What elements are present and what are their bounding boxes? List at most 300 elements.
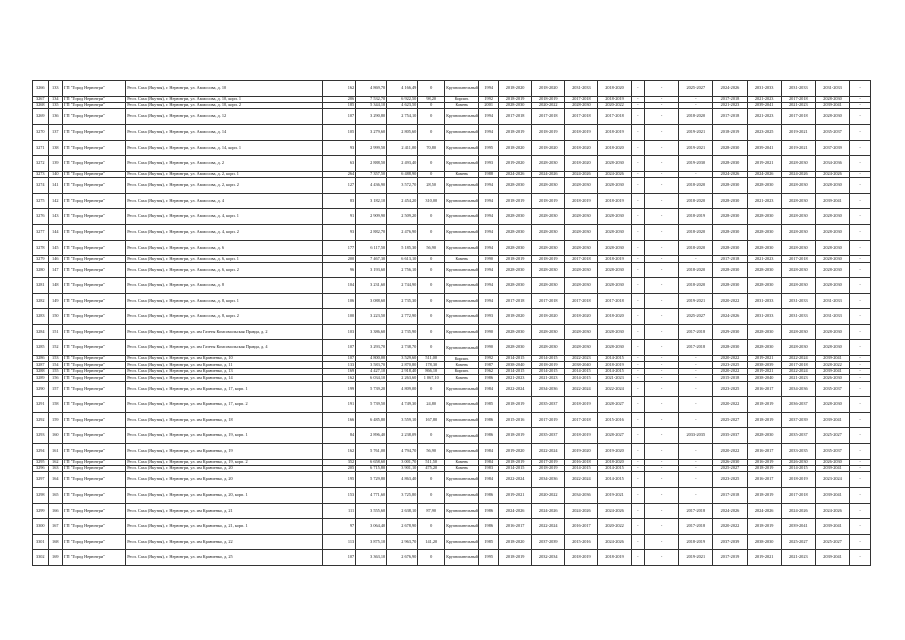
- cell-period-9: 2039-2041: [781, 519, 815, 535]
- cell-period-7: 2028-2030: [713, 193, 747, 209]
- cell-period-3: 2017-2018: [565, 293, 598, 309]
- cell-wall-material: Крупнопанельный: [445, 193, 479, 209]
- cell-period-10: 2039-2041: [815, 550, 849, 566]
- table-row: [33, 262, 871, 278]
- cell-dash-2: -: [850, 102, 871, 108]
- cell-period-2: 2028-2030: [532, 262, 565, 278]
- cell-total-area: 3 182,10: [356, 193, 387, 209]
- cell-item-number: 149: [48, 293, 63, 309]
- cell-period-2: 2028-2030: [532, 240, 565, 256]
- cell-apartments: 169: [323, 368, 356, 374]
- cell-item-number: 159: [48, 412, 63, 428]
- cell-wall-material: Крупнопанельный: [445, 278, 479, 294]
- cell-municipality: ГП "Город Нерюнгри": [63, 178, 126, 194]
- table-row: [33, 340, 871, 356]
- cell-period-2: 2035-2037: [532, 397, 565, 413]
- cell-period-6: 2018-2020: [679, 278, 713, 294]
- cell-period-8: 2031-2033: [747, 309, 781, 325]
- cell-municipality: ГП "Город Нерюнгри": [63, 109, 126, 125]
- cell-period-5: -: [645, 278, 679, 294]
- cell-period-5: -: [645, 472, 679, 488]
- cell-period-1: 2019-2020: [499, 444, 532, 460]
- cell-nonliving-area: 0: [418, 171, 445, 177]
- cell-row-number: 3293: [33, 428, 49, 444]
- cell-nonliving-area: 70,80: [418, 140, 445, 156]
- cell-living-area: 4 863,40: [387, 472, 418, 488]
- cell-period-7: 2017-2018: [713, 256, 747, 262]
- cell-period-5: -: [645, 356, 679, 362]
- cell-period-10: 2037-2039: [815, 140, 849, 156]
- cell-build-year: 1994: [479, 262, 499, 278]
- cell-dash-2: -: [850, 81, 871, 97]
- cell-living-area: 2 476,90: [387, 224, 418, 240]
- cell-period-5: -: [645, 412, 679, 428]
- cell-total-area: 3 193,60: [356, 262, 387, 278]
- cell-dash-2: -: [850, 459, 871, 465]
- cell-build-year: 1986: [479, 375, 499, 381]
- cell-row-number: 3284: [33, 324, 49, 340]
- cell-row-number: 3277: [33, 224, 49, 240]
- cell-period-1: 2021-2023: [499, 375, 532, 381]
- cell-period-5: -: [645, 550, 679, 566]
- table-row: [33, 381, 871, 397]
- cell-row-number: 3290: [33, 381, 49, 397]
- cell-period-7: 2020-2022: [713, 368, 747, 374]
- cell-period-10: 2028-2030: [815, 340, 849, 356]
- cell-period-10: 2026-2030: [815, 459, 849, 465]
- cell-period-10: 2039-2041: [815, 465, 849, 471]
- cell-wall-material: Камень: [445, 459, 479, 465]
- cell-period-6: 2019-2021: [679, 124, 713, 140]
- cell-period-5: -: [645, 178, 679, 194]
- cell-item-number: 152: [48, 340, 63, 356]
- cell-period-4: 2028-2030: [598, 240, 631, 256]
- cell-municipality: ГП "Город Нерюнгри": [63, 472, 126, 488]
- cell-period-1: 2018-2020: [499, 81, 532, 97]
- cell-period-4: 2028-2030: [598, 224, 631, 240]
- cell-period-3: 2018-2020: [565, 156, 598, 172]
- cell-period-6: -: [679, 368, 713, 374]
- cell-period-5: -: [645, 256, 679, 262]
- cell-nonliving-area: 167,80: [418, 412, 445, 428]
- cell-period-9: 2028-2030: [781, 324, 815, 340]
- cell-period-5: -: [645, 397, 679, 413]
- cell-build-year: 1986: [479, 412, 499, 428]
- cell-row-number: 3289: [33, 375, 49, 381]
- cell-build-year: 1983: [479, 465, 499, 471]
- cell-period-4: 2017-2018: [598, 293, 631, 309]
- cell-living-area: 2 805,60: [387, 124, 418, 140]
- cell-municipality: ГП "Город Нерюнгри": [63, 81, 126, 97]
- cell-municipality: ГП "Город Нерюнгри": [63, 444, 126, 460]
- cell-address: Респ. Саха (Якутия), г. Нерюнгри, ул. им Кравченко, д. 11: [126, 362, 323, 368]
- cell-dash-2: -: [850, 368, 871, 374]
- cell-dash-2: -: [850, 109, 871, 125]
- cell-build-year: 1992: [479, 356, 499, 362]
- cell-living-area: 3 529,60: [387, 356, 418, 362]
- cell-period-1: 2014-2015: [499, 356, 532, 362]
- cell-address: Респ. Саха (Якутия), г. Нерюнгри, ул. Аммосова, д. 4, корп. 2: [126, 224, 323, 240]
- cell-address: Респ. Саха (Якутия), г. Нерюнгри, ул. им Кравченко, д. 17, корп. 2: [126, 397, 323, 413]
- cell-municipality: ГП "Город Нерюнгри": [63, 293, 126, 309]
- cell-living-area: 2 738,70: [387, 340, 418, 356]
- cell-wall-material: Крупнопанельный: [445, 444, 479, 460]
- cell-period-6: 2018-2020: [679, 109, 713, 125]
- cell-item-number: 160: [48, 428, 63, 444]
- cell-dash-1: -: [631, 124, 644, 140]
- cell-row-number: 3286: [33, 356, 49, 362]
- cell-address: Респ. Саха (Якутия), г. Нерюнгри, ул. Аммосова, д. 14, корп. 1: [126, 140, 323, 156]
- cell-wall-material: Крупнопанельный: [445, 81, 479, 97]
- cell-address: Респ. Саха (Якутия), г. Нерюнгри, ул. Аммосова, д. 2, корп. 1: [126, 171, 323, 177]
- cell-period-8: 2018-2019: [747, 465, 781, 471]
- cell-period-7: 2037-2039: [713, 534, 747, 550]
- cell-dash-1: -: [631, 472, 644, 488]
- cell-nonliving-area: 0: [418, 109, 445, 125]
- cell-wall-material: Крупнопанельный: [445, 381, 479, 397]
- cell-row-number: 3300: [33, 519, 49, 535]
- cell-period-2: 2018-2019: [532, 124, 565, 140]
- cell-apartments: 195: [323, 472, 356, 488]
- cell-apartments: 162: [323, 375, 356, 381]
- cell-period-7: 2020-2022: [713, 444, 747, 460]
- cell-dash-2: -: [850, 293, 871, 309]
- cell-address: Респ. Саха (Якутия), г. Нерюнгри, ул. Аммосова, д. 4: [126, 193, 323, 209]
- cell-period-5: -: [645, 224, 679, 240]
- cell-item-number: 139: [48, 156, 63, 172]
- cell-dash-1: -: [631, 368, 644, 374]
- cell-period-3: 2017-2018: [565, 412, 598, 428]
- cell-period-2: 2018-2019: [532, 96, 565, 102]
- cell-wall-material: Крупнопанельный: [445, 550, 479, 566]
- cell-period-4: 2018-2019: [598, 124, 631, 140]
- cell-period-2: 2024-2026: [532, 171, 565, 177]
- cell-period-5: -: [645, 240, 679, 256]
- cell-dash-1: -: [631, 375, 644, 381]
- cell-period-2: 2024-2026: [532, 503, 565, 519]
- cell-dash-2: -: [850, 309, 871, 325]
- cell-period-10: 2031-2033: [815, 309, 849, 325]
- cell-period-7: 2026-2030: [713, 459, 747, 465]
- cell-dash-1: -: [631, 550, 644, 566]
- cell-period-5: -: [645, 262, 679, 278]
- cell-build-year: 1992: [479, 96, 499, 102]
- cell-municipality: ГП "Город Нерюнгри": [63, 459, 126, 465]
- cell-wall-material: Крупнопанельный: [445, 124, 479, 140]
- cell-total-area: 6 485,80: [356, 412, 387, 428]
- cell-period-4: 2018-2020: [598, 309, 631, 325]
- cell-total-area: 6 117,50: [356, 240, 387, 256]
- cell-period-5: -: [645, 444, 679, 460]
- cell-total-area: 7 357,50: [356, 171, 387, 177]
- cell-living-area: 2 638,10: [387, 503, 418, 519]
- cell-living-area: 2 735,90: [387, 324, 418, 340]
- cell-build-year: 1988: [479, 171, 499, 177]
- cell-municipality: ГП "Город Нерюнгри": [63, 519, 126, 535]
- cell-total-area: 4 869,70: [356, 81, 387, 97]
- cell-apartments: 127: [323, 178, 356, 194]
- cell-period-7: 2023-2025: [713, 362, 747, 368]
- cell-period-9: 2014-2015: [781, 465, 815, 471]
- cell-nonliving-area: 24,80: [418, 397, 445, 413]
- cell-dash-2: -: [850, 240, 871, 256]
- cell-period-4: 2022-2024: [598, 381, 631, 397]
- cell-period-5: -: [645, 503, 679, 519]
- table-row: [33, 178, 871, 194]
- cell-period-7: 2017-2018: [713, 487, 747, 503]
- cell-municipality: ГП "Город Нерюнгри": [63, 124, 126, 140]
- cell-item-number: 148: [48, 278, 63, 294]
- cell-living-area: 3 001,70: [387, 459, 418, 465]
- cell-build-year: 1962: [479, 368, 499, 374]
- cell-period-3: 2018-2020: [565, 140, 598, 156]
- cell-dash-1: -: [631, 140, 644, 156]
- cell-wall-material: Кирпич.: [445, 356, 479, 362]
- cell-total-area: 3 363,10: [356, 550, 387, 566]
- cell-wall-material: Крупнопанельный: [445, 324, 479, 340]
- cell-period-7: 2035-2037: [713, 428, 747, 444]
- cell-dash-1: -: [631, 381, 644, 397]
- cell-address: Респ. Саха (Якутия), г. Нерюнгри, ул. им Кравченко, д. 21, корп. 1: [126, 519, 323, 535]
- table-row: [33, 240, 871, 256]
- cell-period-6: -: [679, 459, 713, 465]
- cell-period-5: -: [645, 534, 679, 550]
- cell-living-area: 3 725,80: [387, 487, 418, 503]
- cell-period-9: 2025-2027: [781, 534, 815, 550]
- cell-period-1: 2028-2030: [499, 278, 532, 294]
- cell-period-8: 2024-2026: [747, 171, 781, 177]
- cell-period-2: 2022-2024: [532, 444, 565, 460]
- cell-total-area: 6 034,10: [356, 375, 387, 381]
- cell-municipality: ГП "Город Нерюнгри": [63, 356, 126, 362]
- cell-dash-1: -: [631, 81, 644, 97]
- cell-period-3: 2028-2030: [565, 278, 598, 294]
- cell-period-9: 2017-2018: [781, 96, 815, 102]
- cell-build-year: 1994: [479, 240, 499, 256]
- cell-wall-material: Камень: [445, 256, 479, 262]
- cell-period-2: 2017-2019: [532, 459, 565, 465]
- cell-address: Респ. Саха (Якутия), г. Нерюнгри, ул. Аммосова, д. 8, корп. 2: [126, 309, 323, 325]
- cell-row-number: 3267: [33, 96, 49, 102]
- cell-total-area: 5 344,10: [356, 102, 387, 108]
- cell-period-7: 2028-2030: [713, 278, 747, 294]
- table-row: [33, 444, 871, 460]
- cell-build-year: 1994: [479, 293, 499, 309]
- cell-wall-material: Крупнопанельный: [445, 140, 479, 156]
- cell-period-1: 2028-2030: [499, 178, 532, 194]
- cell-period-7: 2018-2019: [713, 124, 747, 140]
- cell-period-5: -: [645, 124, 679, 140]
- cell-period-3: 2015-2016: [565, 534, 598, 550]
- cell-period-4: 2018-2020: [598, 140, 631, 156]
- cell-total-area: 7 532,70: [356, 96, 387, 102]
- cell-address: Респ. Саха (Якутия), г. Нерюнгри, ул. Аммосова, д. 10: [126, 81, 323, 97]
- cell-total-area: 5 739,50: [356, 397, 387, 413]
- cell-nonliving-area: 28,50: [418, 178, 445, 194]
- cell-period-9: 2035-2037: [781, 428, 815, 444]
- cell-nonliving-area: 310,00: [418, 193, 445, 209]
- cell-period-5: -: [645, 465, 679, 471]
- cell-period-9: 2028-2030: [781, 193, 815, 209]
- cell-dash-1: -: [631, 487, 644, 503]
- cell-row-number: 3281: [33, 278, 49, 294]
- cell-period-8: 2018-2019: [747, 519, 781, 535]
- cell-dash-2: -: [850, 381, 871, 397]
- cell-period-7: 2017-2019: [713, 550, 747, 566]
- cell-period-10: 2028-2030: [815, 256, 849, 262]
- cell-period-7: 2017-2018: [713, 109, 747, 125]
- cell-period-7: 2028-2030: [713, 262, 747, 278]
- cell-period-4: 2028-2030: [598, 278, 631, 294]
- cell-period-2: 2018-2020: [532, 309, 565, 325]
- cell-wall-material: Крупнопанельный: [445, 224, 479, 240]
- cell-dash-1: -: [631, 534, 644, 550]
- cell-item-number: 135: [48, 102, 63, 108]
- cell-living-area: 2 963,70: [387, 534, 418, 550]
- cell-address: Респ. Саха (Якутия), г. Нерюнгри, ул. Аммосова, д. 8, корп. 1: [126, 293, 323, 309]
- cell-period-2: 2017-2018: [532, 109, 565, 125]
- cell-dash-2: -: [850, 444, 871, 460]
- cell-dash-2: -: [850, 178, 871, 194]
- cell-total-area: 3 875,10: [356, 534, 387, 550]
- cell-period-10: 2026-2030: [815, 375, 849, 381]
- cell-period-1: 2014-2015: [499, 368, 532, 374]
- cell-period-7: 2020-2022: [713, 356, 747, 362]
- cell-period-8: 2019-2021: [747, 368, 781, 374]
- cell-living-area: 2 754,10: [387, 109, 418, 125]
- cell-period-3: 2028-2030: [565, 209, 598, 225]
- cell-total-area: 5 729,80: [356, 472, 387, 488]
- cell-municipality: ГП "Город Нерюнгри": [63, 368, 126, 374]
- cell-period-3: 2017-2018: [565, 96, 598, 102]
- cell-item-number: 138: [48, 140, 63, 156]
- cell-period-2: 2020-2022: [532, 487, 565, 503]
- cell-period-8: 2023-2025: [747, 124, 781, 140]
- cell-period-10: 2031-2033: [815, 81, 849, 97]
- cell-item-number: 161: [48, 444, 63, 460]
- cell-period-7: 2025-2027: [713, 412, 747, 428]
- cell-dash-2: -: [850, 256, 871, 262]
- cell-period-9: 2028-2030: [781, 262, 815, 278]
- cell-period-1: 2019-2020: [499, 156, 532, 172]
- cell-period-7: 2028-2030: [713, 224, 747, 240]
- cell-period-6: 2033-2035: [679, 428, 713, 444]
- cell-period-9: 2017-2018: [781, 487, 815, 503]
- cell-period-4: 2024-2026: [598, 534, 631, 550]
- cell-period-8: 2016-2019: [747, 459, 781, 465]
- table-row: [33, 109, 871, 125]
- cell-period-7: 2028-2030: [713, 209, 747, 225]
- table-row: [33, 397, 871, 413]
- cell-period-6: 2017-2018: [679, 519, 713, 535]
- cell-municipality: ГП "Город Нерюнгри": [63, 278, 126, 294]
- cell-total-area: 6 715,80: [356, 465, 387, 471]
- cell-period-8: 2028-2030: [747, 278, 781, 294]
- cell-period-4: 2020-2022: [598, 519, 631, 535]
- cell-row-number: 3268: [33, 102, 49, 108]
- cell-dash-2: -: [850, 96, 871, 102]
- cell-municipality: ГП "Город Нерюнгри": [63, 193, 126, 209]
- cell-wall-material: Крупнопанельный: [445, 428, 479, 444]
- cell-dash-2: -: [850, 124, 871, 140]
- cell-item-number: 143: [48, 209, 63, 225]
- cell-period-8: 2021-2023: [747, 256, 781, 262]
- cell-dash-2: -: [850, 193, 871, 209]
- cell-item-number: 141: [48, 178, 63, 194]
- cell-nonliving-area: 475,20: [418, 465, 445, 471]
- cell-item-number: 133: [48, 81, 63, 97]
- cell-item-number: 168: [48, 534, 63, 550]
- cell-period-1: 2028-2030: [499, 340, 532, 356]
- cell-period-10: 2039-2041: [815, 193, 849, 209]
- cell-period-3: 2016-2017: [565, 519, 598, 535]
- cell-period-6: -: [679, 362, 713, 368]
- cell-period-6: -: [679, 171, 713, 177]
- cell-period-1: 2018-2020: [499, 309, 532, 325]
- cell-period-5: -: [645, 156, 679, 172]
- cell-total-area: 2 882,70: [356, 224, 387, 240]
- cell-period-2: 2018-2019: [532, 256, 565, 262]
- cell-living-area: 2 238,09: [387, 428, 418, 444]
- cell-period-9: 2021-2023: [781, 375, 815, 381]
- cell-wall-material: Крупнопанельный: [445, 209, 479, 225]
- cell-period-6: -: [679, 465, 713, 471]
- cell-period-1: 2028-2030: [499, 240, 532, 256]
- cell-nonliving-area: 0: [418, 81, 445, 97]
- cell-apartments: 177: [323, 240, 356, 256]
- cell-period-1: 2018-2019: [499, 193, 532, 209]
- cell-living-area: 4 809,00: [387, 381, 418, 397]
- cell-dash-2: -: [850, 171, 871, 177]
- cell-dash-2: -: [850, 534, 871, 550]
- cell-period-1: 2018-2019: [499, 397, 532, 413]
- cell-period-7: 2024-2026: [713, 171, 747, 177]
- cell-period-5: -: [645, 81, 679, 97]
- cell-item-number: 163: [48, 465, 63, 471]
- cell-period-3: 2028-2030: [565, 324, 598, 340]
- cell-row-number: 3299: [33, 503, 49, 519]
- cell-period-5: -: [645, 293, 679, 309]
- cell-period-10: 2031-2033: [815, 293, 849, 309]
- cell-period-8: 2028-2030: [747, 178, 781, 194]
- cell-wall-material: Крупнопанельный: [445, 109, 479, 125]
- cell-dash-2: -: [850, 412, 871, 428]
- cell-dash-2: -: [850, 356, 871, 362]
- cell-nonliving-area: 0: [418, 487, 445, 503]
- cell-period-2: 2018-2020: [532, 140, 565, 156]
- cell-period-9: 2018-2019: [781, 472, 815, 488]
- cell-period-4: 2028-2030: [598, 324, 631, 340]
- cell-apartments: 107: [323, 109, 356, 125]
- cell-nonliving-area: 0: [418, 156, 445, 172]
- cell-nonliving-area: 0: [418, 550, 445, 566]
- cell-municipality: ГП "Город Нерюнгри": [63, 375, 126, 381]
- cell-address: Респ. Саха (Якутия), г. Нерюнгри, ул. Аммосова, д. 10, корп. 1: [126, 96, 323, 102]
- cell-dash-2: -: [850, 156, 871, 172]
- cell-period-2: 2017-2018: [532, 293, 565, 309]
- table-row: [33, 124, 871, 140]
- cell-period-5: -: [645, 102, 679, 108]
- cell-item-number: 150: [48, 309, 63, 325]
- cell-period-3: 2017-2018: [565, 109, 598, 125]
- cell-living-area: 2 676,90: [387, 550, 418, 566]
- cell-period-9: 2022-2024: [781, 368, 815, 374]
- cell-period-9: 2031-2033: [781, 309, 815, 325]
- cell-period-8: 2019-2021: [747, 550, 781, 566]
- cell-period-1: 2018-2019: [499, 256, 532, 262]
- table-row: [33, 309, 871, 325]
- cell-total-area: 3 386,60: [356, 324, 387, 340]
